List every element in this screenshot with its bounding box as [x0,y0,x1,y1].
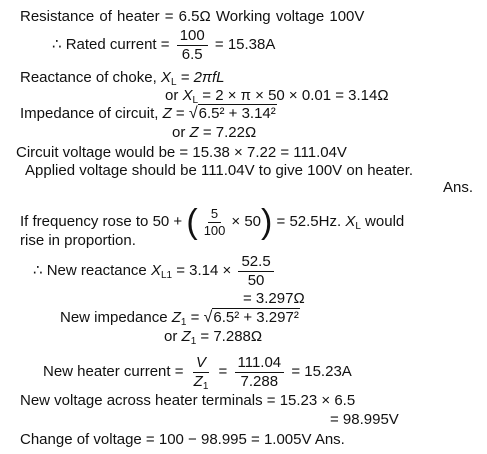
rated-current-fraction [177,28,208,63]
subscript-1: 1 [202,380,209,392]
line-new-voltage: New voltage across heater terminals = 15.23 × 6.5 [20,392,356,409]
subscript-l1: L1 [160,270,173,282]
line-resistance: Resistance of heater = 6.5Ω Working voltage 100V [20,8,365,25]
line-impedance [20,106,277,122]
line-new-current [43,355,352,390]
subscript-l: L [355,221,361,233]
new-impedance-label: New impedance [60,309,172,326]
fraction-denominator: 7.288 [240,372,279,390]
frequency-fraction [201,207,229,237]
line-impedance-value [172,125,256,140]
or-label: or [172,124,190,141]
equals-sign: = [171,105,189,122]
rated-current-label: ∴ Rated current = [52,36,170,54]
line-choke-value [165,87,389,106]
line-rise: rise in proportion. [20,232,136,249]
answer-label: Ans. [443,179,474,196]
current-symbolic-fraction [191,355,212,390]
line-new-voltage-value: = 98.995V [330,411,399,428]
line-new-impedance-value [164,328,263,347]
new-current-result: = 15.23A [287,363,352,381]
line-choke-reactance [20,69,225,88]
line-new-reactance [33,254,277,289]
symbol-x: X [182,87,193,104]
fraction-numerator: 111.04 [235,355,285,373]
symbol-z: Z [181,328,191,345]
square-root: √6.5² + 3.297² [203,309,299,326]
new-reactance-label: ∴ New reactance [33,262,151,280]
times-fifty: × 50 [231,213,262,231]
equals-sign: = [186,309,204,326]
symbol-x: X [345,213,356,231]
reactance-expression: = 3.14 × [172,262,236,280]
symbol-x: X [160,69,171,86]
fraction-numerator: 5 [208,207,221,223]
fraction-numerator: 100 [177,28,208,46]
reactance-fraction [238,254,273,289]
new-current-label: New heater current = [43,363,188,381]
choke-value: = 2 × π × 50 × 0.01 = 3.14Ω [198,87,389,104]
line-rated-current [52,28,275,63]
line-applied-voltage: Applied voltage should be 111.04V to give 100V on heater. [25,162,414,179]
fraction-denominator: 50 [247,271,265,289]
line-change-voltage: Change of voltage = 100 − 98.995 = 1.005V Ans. [20,431,345,448]
would-text: would [360,213,405,231]
symbol-z: Z [189,124,199,141]
line-new-reactance-value: = 3.297Ω [243,290,305,307]
line-new-impedance [60,310,300,326]
or-label: or [165,87,183,104]
new-impedance-value: = 7.288Ω [196,328,263,345]
subscript-l: L [170,77,177,88]
subscript-1: 1 [190,336,197,347]
symbol-z: Z [162,105,172,122]
symbol-z: Z [171,309,181,326]
line-circuit-voltage: Circuit voltage would be = 15.38 × 7.22 = 111.04V [16,144,347,161]
frequency-label: If frequency rose to 50 + [20,213,187,231]
frequency-result: = 52.5Hz. [272,213,346,231]
right-paren: ) [261,203,273,242]
subscript-1: 1 [180,317,187,328]
impedance-value: = 7.22Ω [198,124,257,141]
impedance-label: Impedance of circuit, [20,105,163,122]
fraction-denominator: 100 [203,222,226,238]
choke-label: Reactance of choke, [20,69,161,86]
current-numeric-fraction [235,355,285,390]
or-label: or [164,328,182,345]
left-paren: ( [186,203,198,242]
choke-formula: = 2πfL [176,69,225,86]
fraction-denominator [191,373,212,390]
equals-sign: = [214,363,232,381]
fraction-denominator: 6.5 [181,45,203,63]
symbol-x: X [150,262,161,280]
fraction-numerator: V [193,355,209,373]
subscript-l: L [192,95,199,106]
radicand: 6.5² + 3.297² [213,309,299,326]
fraction-numerator: 52.5 [238,254,273,272]
rated-current-result: = 15.38A [214,36,276,54]
symbol-z: Z [193,372,203,390]
square-root: √6.5² + 3.14² [188,105,276,122]
radicand: 6.5² + 3.14² [198,105,276,122]
